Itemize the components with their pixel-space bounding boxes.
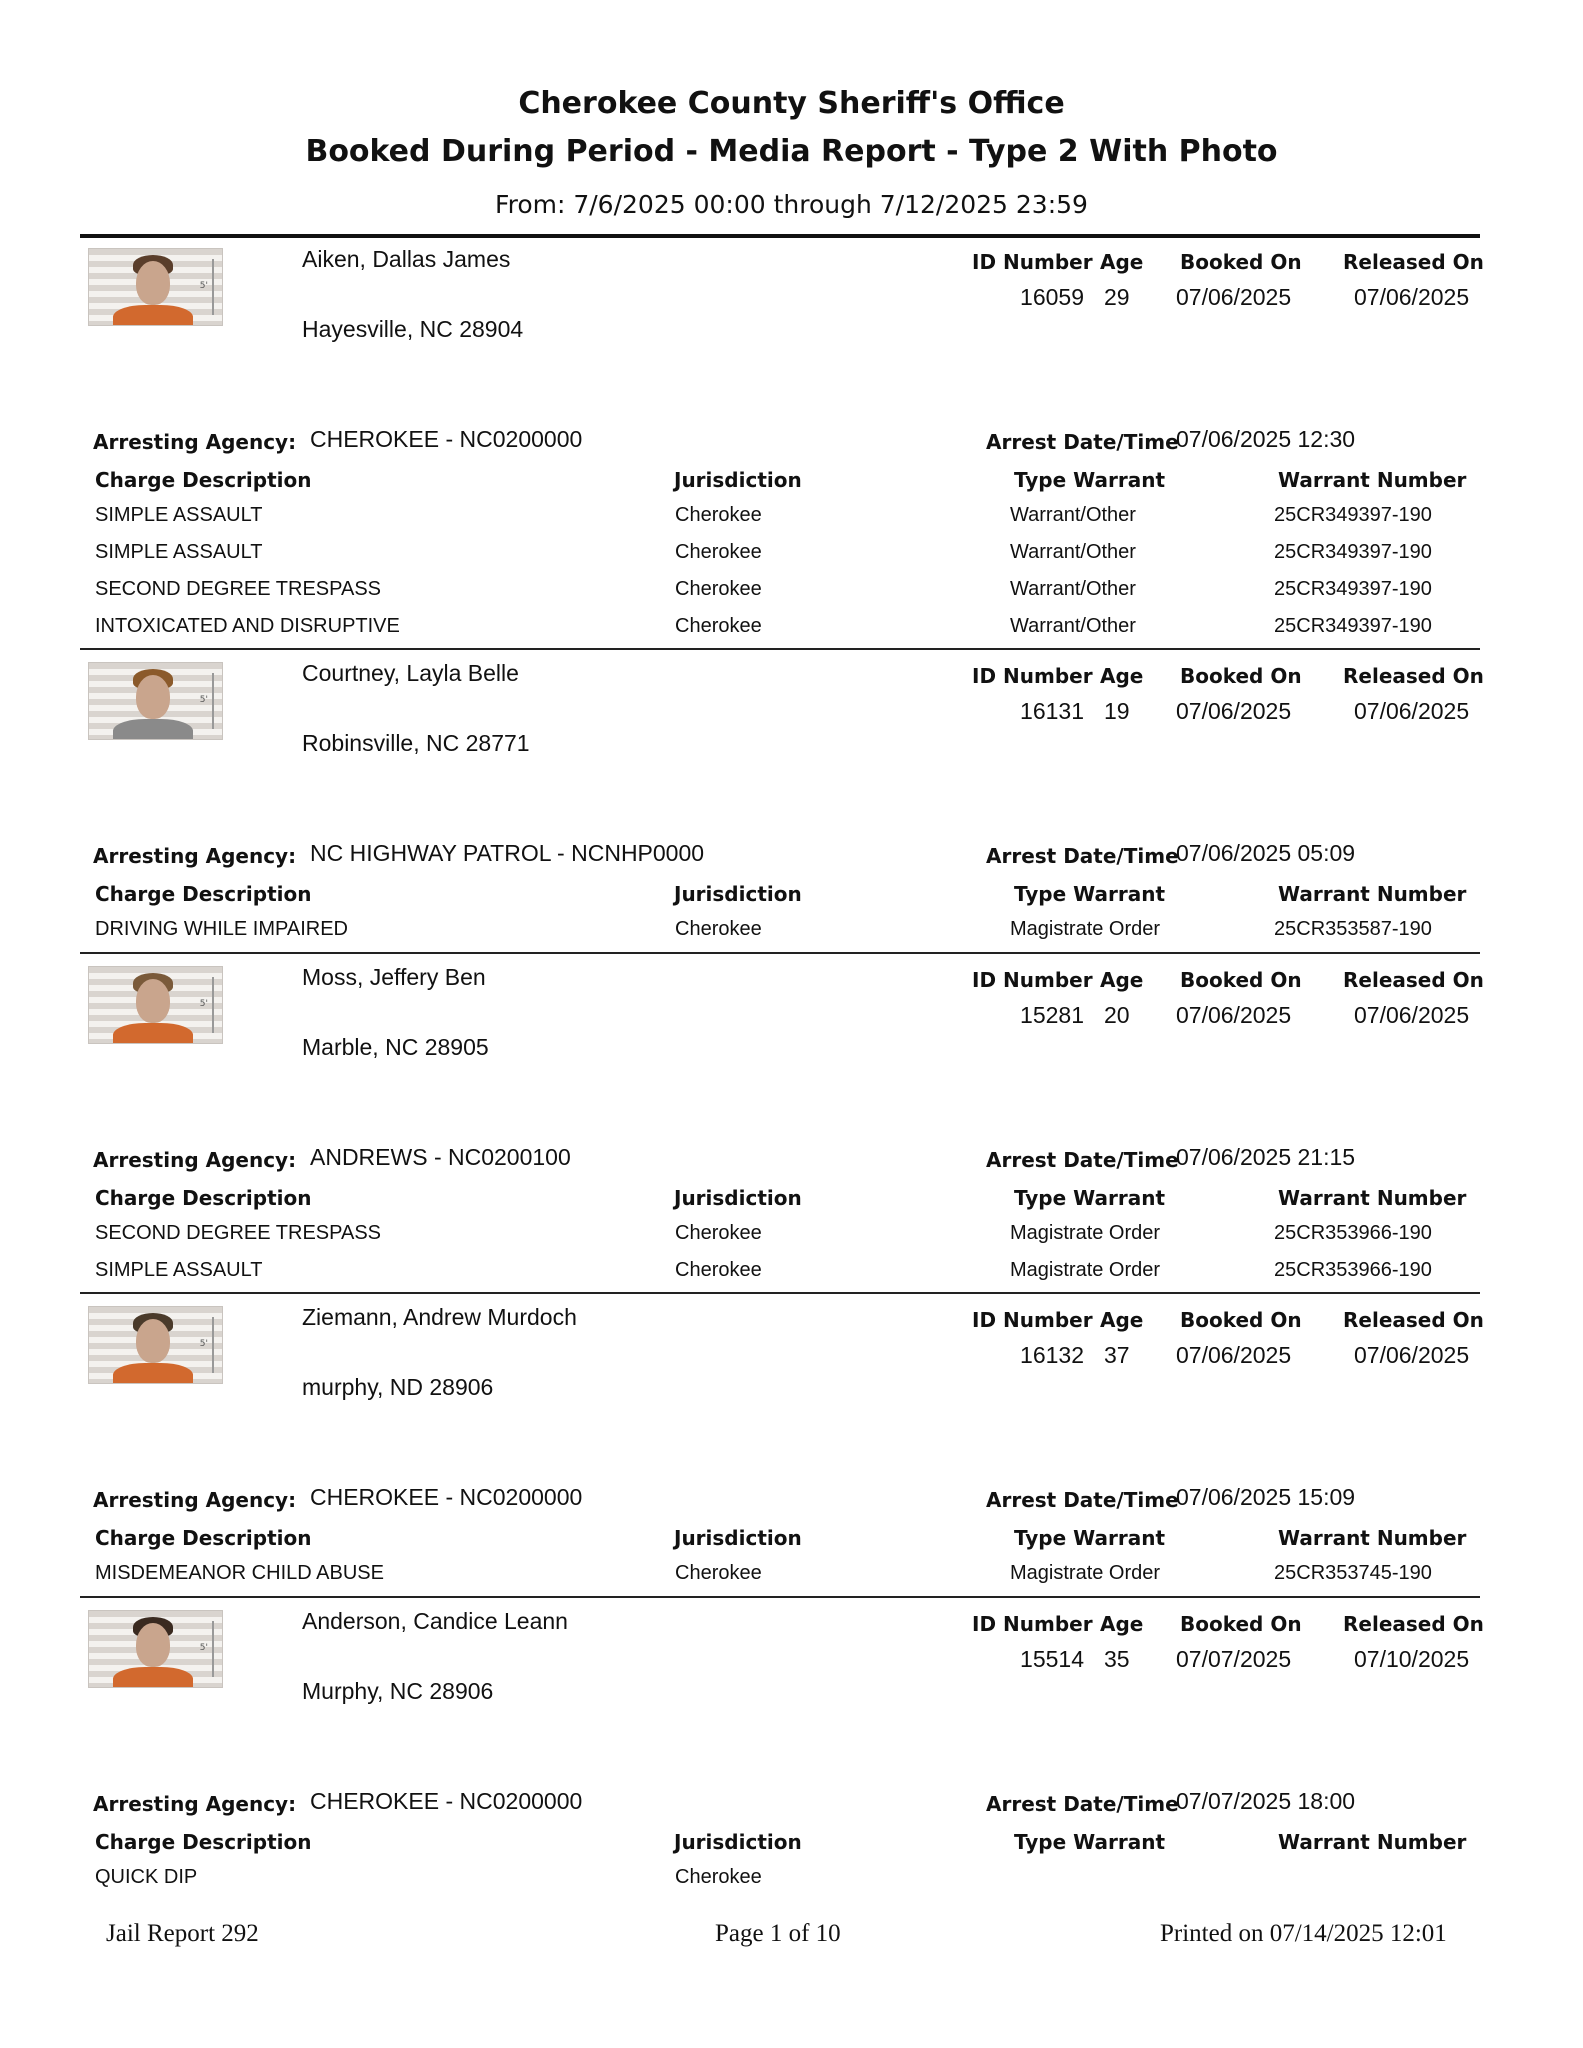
- charge-description: SIMPLE ASSAULT: [95, 541, 263, 563]
- inmate-name: Aiken, Dallas James: [302, 246, 511, 272]
- record-separator: [80, 1596, 1480, 1598]
- charge-jurisdiction: Cherokee: [675, 541, 762, 563]
- arrest-datetime-value: 07/06/2025 05:09: [1176, 840, 1356, 866]
- released-on-value: 07/06/2025: [1354, 1342, 1470, 1368]
- charge-warrant-number: 25CR353966-190: [1274, 1222, 1432, 1244]
- charge-jurisdiction: Cherokee: [675, 504, 762, 526]
- arresting-agency-value: CHEROKEE - NC0200000: [310, 426, 583, 452]
- warrant-number-header: Warrant Number: [1278, 468, 1467, 492]
- id-number-label: ID Number: [972, 968, 1093, 992]
- charge-description: DRIVING WHILE IMPAIRED: [95, 918, 348, 940]
- charge-type-warrant: Magistrate Order: [1010, 918, 1161, 940]
- header-rule: [80, 234, 1480, 238]
- booked-on-label: Booked On: [1180, 1612, 1302, 1636]
- arresting-agency-value: CHEROKEE - NC0200000: [310, 1788, 583, 1814]
- footer-printed-on: Printed on 07/14/2025 12:01: [1160, 1920, 1447, 1947]
- inmate-name: Courtney, Layla Belle: [302, 660, 519, 686]
- charge-description: SIMPLE ASSAULT: [95, 1259, 263, 1281]
- charge-description: QUICK DIP: [95, 1866, 198, 1888]
- arresting-agency-label: Arresting Agency:: [93, 1792, 297, 1816]
- inmate-name: Ziemann, Andrew Murdoch: [302, 1304, 577, 1330]
- charge-type-warrant: Magistrate Order: [1010, 1562, 1161, 1584]
- inmate-address: Murphy, NC 28906: [302, 1678, 494, 1704]
- arresting-agency-value: NC HIGHWAY PATROL - NCNHP0000: [310, 840, 705, 866]
- charge-type-warrant: Warrant/Other: [1010, 615, 1136, 637]
- type-warrant-header: Type Warrant: [1014, 468, 1166, 492]
- mugshot-photo: 5': [88, 1610, 223, 1688]
- footer-page-number: Page 1 of 10: [715, 1920, 841, 1947]
- mugshot-photo: 5': [88, 662, 223, 740]
- booked-on-value: 07/06/2025: [1176, 1002, 1292, 1028]
- arrest-datetime-label: Arrest Date/Time: [986, 1148, 1179, 1172]
- released-on-value: 07/06/2025: [1354, 284, 1470, 310]
- charge-type-warrant: Warrant/Other: [1010, 541, 1136, 563]
- report-subtitle: Booked During Period - Media Report - Type 2 With Photo: [305, 134, 1278, 169]
- mugshot-photo: 5': [88, 966, 223, 1044]
- arresting-agency-label: Arresting Agency:: [93, 1148, 297, 1172]
- report-period: From: 7/6/2025 00:00 through 7/12/2025 23:59: [495, 190, 1088, 219]
- age-value: 29: [1104, 284, 1130, 310]
- inmate-name: Anderson, Candice Leann: [302, 1608, 568, 1634]
- charge-description-header: Charge Description: [95, 1830, 312, 1854]
- charge-warrant-number: 25CR353966-190: [1274, 1259, 1432, 1281]
- id-number-value: 16132: [1020, 1342, 1084, 1368]
- arrest-datetime-value: 07/06/2025 21:15: [1176, 1144, 1356, 1170]
- charge-description: SECOND DEGREE TRESPASS: [95, 1222, 381, 1244]
- charge-warrant-number: 25CR349397-190: [1274, 541, 1432, 563]
- inmate-address: Robinsville, NC 28771: [302, 730, 530, 756]
- id-number-label: ID Number: [972, 250, 1093, 274]
- footer-report-name: Jail Report 292: [106, 1920, 259, 1947]
- record-separator: [80, 952, 1480, 954]
- released-on-value: 07/10/2025: [1354, 1646, 1470, 1672]
- warrant-number-header: Warrant Number: [1278, 1830, 1467, 1854]
- charge-description-header: Charge Description: [95, 882, 312, 906]
- charge-description-header: Charge Description: [95, 468, 312, 492]
- type-warrant-header: Type Warrant: [1014, 882, 1166, 906]
- type-warrant-header: Type Warrant: [1014, 1526, 1166, 1550]
- type-warrant-header: Type Warrant: [1014, 1186, 1166, 1210]
- released-on-value: 07/06/2025: [1354, 698, 1470, 724]
- booked-on-value: 07/06/2025: [1176, 284, 1292, 310]
- charge-jurisdiction: Cherokee: [675, 1562, 762, 1584]
- arresting-agency-value: ANDREWS - NC0200100: [310, 1144, 571, 1170]
- jurisdiction-header: Jurisdiction: [674, 468, 802, 492]
- arresting-agency-label: Arresting Agency:: [93, 844, 297, 868]
- record-separator: [80, 1292, 1480, 1294]
- inmate-address: Marble, NC 28905: [302, 1034, 489, 1060]
- id-number-label: ID Number: [972, 1308, 1093, 1332]
- age-label: Age: [1100, 968, 1144, 992]
- id-number-label: ID Number: [972, 1612, 1093, 1636]
- report-title: Cherokee County Sheriff's Office: [518, 86, 1065, 121]
- booked-on-label: Booked On: [1180, 250, 1302, 274]
- inmate-address: murphy, ND 28906: [302, 1374, 494, 1400]
- age-value: 20: [1104, 1002, 1130, 1028]
- id-number-value: 15514: [1020, 1646, 1084, 1672]
- booked-on-value: 07/07/2025: [1176, 1646, 1292, 1672]
- charge-description: INTOXICATED AND DISRUPTIVE: [95, 615, 400, 637]
- charge-type-warrant: Magistrate Order: [1010, 1222, 1161, 1244]
- record-separator: [80, 648, 1480, 650]
- arrest-datetime-value: 07/06/2025 15:09: [1176, 1484, 1356, 1510]
- arresting-agency-label: Arresting Agency:: [93, 1488, 297, 1512]
- charge-type-warrant: Warrant/Other: [1010, 578, 1136, 600]
- arrest-datetime-value: 07/06/2025 12:30: [1176, 426, 1356, 452]
- charge-type-warrant: Magistrate Order: [1010, 1259, 1161, 1281]
- arresting-agency-label: Arresting Agency:: [93, 430, 297, 454]
- id-number-value: 15281: [1020, 1002, 1084, 1028]
- charge-description: SECOND DEGREE TRESPASS: [95, 578, 381, 600]
- warrant-number-header: Warrant Number: [1278, 882, 1467, 906]
- arrest-datetime-label: Arrest Date/Time: [986, 430, 1179, 454]
- age-value: 19: [1104, 698, 1130, 724]
- id-number-value: 16131: [1020, 698, 1084, 724]
- charge-jurisdiction: Cherokee: [675, 615, 762, 637]
- jurisdiction-header: Jurisdiction: [674, 1526, 802, 1550]
- id-number-value: 16059: [1020, 284, 1084, 310]
- type-warrant-header: Type Warrant: [1014, 1830, 1166, 1854]
- charge-type-warrant: Warrant/Other: [1010, 504, 1136, 526]
- age-value: 37: [1104, 1342, 1130, 1368]
- jurisdiction-header: Jurisdiction: [674, 1186, 802, 1210]
- charge-jurisdiction: Cherokee: [675, 918, 762, 940]
- released-on-label: Released On: [1343, 968, 1484, 992]
- charge-jurisdiction: Cherokee: [675, 1222, 762, 1244]
- age-value: 35: [1104, 1646, 1130, 1672]
- inmate-address: Hayesville, NC 28904: [302, 316, 524, 342]
- charge-warrant-number: 25CR353745-190: [1274, 1562, 1432, 1584]
- mugshot-photo: 5': [88, 248, 223, 326]
- warrant-number-header: Warrant Number: [1278, 1186, 1467, 1210]
- booked-on-label: Booked On: [1180, 664, 1302, 688]
- released-on-label: Released On: [1343, 250, 1484, 274]
- age-label: Age: [1100, 664, 1144, 688]
- booked-on-value: 07/06/2025: [1176, 698, 1292, 724]
- released-on-label: Released On: [1343, 664, 1484, 688]
- released-on-value: 07/06/2025: [1354, 1002, 1470, 1028]
- arresting-agency-value: CHEROKEE - NC0200000: [310, 1484, 583, 1510]
- arrest-datetime-label: Arrest Date/Time: [986, 1488, 1179, 1512]
- arrest-datetime-value: 07/07/2025 18:00: [1176, 1788, 1356, 1814]
- jurisdiction-header: Jurisdiction: [674, 882, 802, 906]
- booked-on-label: Booked On: [1180, 968, 1302, 992]
- charge-jurisdiction: Cherokee: [675, 1866, 762, 1888]
- id-number-label: ID Number: [972, 664, 1093, 688]
- charge-jurisdiction: Cherokee: [675, 578, 762, 600]
- charge-description-header: Charge Description: [95, 1186, 312, 1210]
- released-on-label: Released On: [1343, 1612, 1484, 1636]
- age-label: Age: [1100, 250, 1144, 274]
- age-label: Age: [1100, 1308, 1144, 1332]
- charge-description: SIMPLE ASSAULT: [95, 504, 263, 526]
- age-label: Age: [1100, 1612, 1144, 1636]
- released-on-label: Released On: [1343, 1308, 1484, 1332]
- booked-on-label: Booked On: [1180, 1308, 1302, 1332]
- jurisdiction-header: Jurisdiction: [674, 1830, 802, 1854]
- charge-warrant-number: 25CR349397-190: [1274, 504, 1432, 526]
- arrest-datetime-label: Arrest Date/Time: [986, 1792, 1179, 1816]
- charge-description-header: Charge Description: [95, 1526, 312, 1550]
- warrant-number-header: Warrant Number: [1278, 1526, 1467, 1550]
- inmate-name: Moss, Jeffery Ben: [302, 964, 486, 990]
- charge-warrant-number: 25CR353587-190: [1274, 918, 1432, 940]
- mugshot-photo: 5': [88, 1306, 223, 1384]
- charge-jurisdiction: Cherokee: [675, 1259, 762, 1281]
- charge-warrant-number: 25CR349397-190: [1274, 615, 1432, 637]
- arrest-datetime-label: Arrest Date/Time: [986, 844, 1179, 868]
- booked-on-value: 07/06/2025: [1176, 1342, 1292, 1368]
- charge-warrant-number: 25CR349397-190: [1274, 578, 1432, 600]
- charge-description: MISDEMEANOR CHILD ABUSE: [95, 1562, 384, 1584]
